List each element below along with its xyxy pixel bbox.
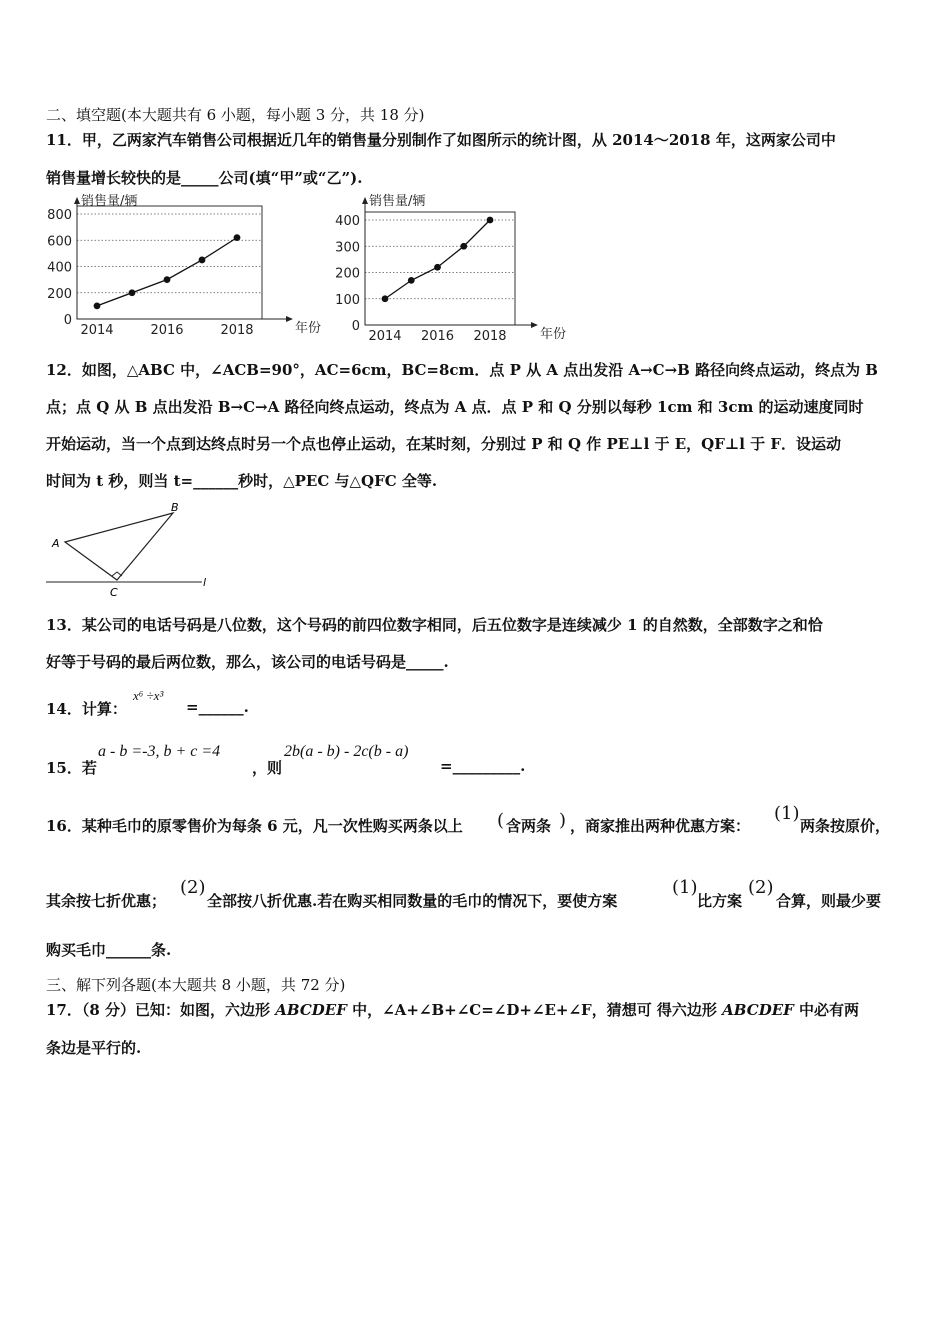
q13-line-1: 13．某公司的电话号码是八位数，这个号码的前四位数字相同，后五位数字是连续减少 1 的自然数，全部数字之和恰: [46, 616, 823, 634]
q16-paren-close: ): [559, 810, 567, 831]
y-axis-title: 销售量/辆: [81, 194, 138, 209]
label-a: A: [52, 537, 60, 550]
x-tick-label: 2016: [420, 329, 455, 344]
y-tick-label: 0: [351, 319, 360, 334]
y-tick-label: 400: [47, 260, 72, 276]
q12-line-3: 开始运动，当一个点到达终点时另一个点也停止运动，在某时刻，分别过 P 和 Q 作 PE⊥l 于 E，QF⊥l 于 F．设运动: [46, 435, 842, 453]
q17-text-a: 17．（8 分）已知：如图，六边形: [46, 1001, 276, 1019]
series-line: [385, 220, 490, 299]
data-point: [434, 264, 441, 271]
q16-line-1e: 两条按原价，: [800, 817, 891, 835]
q13-line-2: 好等于号码的最后两位数，那么，该公司的电话号码是_____.: [46, 653, 449, 671]
q17-text-e: 中必有两: [793, 1001, 860, 1019]
data-point: [460, 243, 467, 250]
y-axis-title: 销售量/辆: [369, 194, 426, 209]
q16-paren-open: (: [497, 810, 505, 831]
q15-condition: a - b =-3, b + c =4: [98, 743, 221, 760]
y-tick-label: 200: [47, 286, 72, 302]
q16-line-1a: 16．某种毛巾的原零售价为每条 6 元，凡一次性购买两条以上: [46, 817, 463, 835]
y-tick-label: 400: [335, 214, 360, 229]
y-tick-label: 600: [47, 234, 72, 250]
q16-scheme-2-ref: (2): [748, 877, 774, 898]
q15-expression: 2b(a - b) - 2c(b - a): [284, 743, 409, 760]
chart-company-jia: [40, 192, 322, 342]
right-angle-mark: [112, 572, 122, 576]
q17-line-1: [46, 999, 859, 1020]
data-point: [199, 257, 206, 264]
q14-prefix: 14．计算：: [46, 700, 127, 718]
x-tick-label: 2014: [368, 329, 402, 344]
data-point: [487, 217, 494, 224]
q16-line-1c: ，商家推出两种优惠方案：: [570, 817, 751, 835]
data-point: [129, 289, 136, 296]
y-tick-label: 200: [335, 266, 360, 282]
q11-line-2: 销售量增长较快的是_____公司(填“甲”或“乙”).: [46, 169, 363, 187]
y-tick-label: 100: [335, 292, 360, 308]
q17-hexagon-name-1: ABCDEF: [275, 1001, 347, 1019]
x-tick-label: 2016: [150, 323, 184, 338]
label-l: l: [203, 576, 207, 589]
y-axis-arrow: [74, 197, 80, 204]
data-point: [234, 234, 241, 241]
x-axis-arrow: [286, 316, 293, 322]
q14-expression: x⁶ ÷x³: [133, 688, 164, 703]
q16-line-2a: 其余按七折优惠；: [46, 892, 167, 910]
q16-scheme-2-label: (2): [180, 877, 206, 898]
data-point: [94, 302, 101, 309]
q16-scheme-1-ref: (1): [672, 877, 698, 898]
q17-line-2: 条边是平行的.: [46, 1039, 142, 1057]
q12-line-4: 时间为 t 秒，则当 t=______秒时，△PEC 与△QFC 全等.: [46, 472, 438, 490]
x-tick-label: 2018: [220, 323, 254, 338]
x-axis-title: 年份: [540, 327, 567, 342]
q16-line-2g: 合算，则最少要: [776, 892, 882, 910]
q15-then: ，则: [252, 759, 283, 777]
data-point: [382, 295, 389, 302]
q12-line-1: 12．如图，△ABC 中，∠ACB=90°，AC=6cm，BC=8cm．点 P 从 A 点出发沿 A→C→B 路径向终点运动，终点为 B: [46, 361, 878, 379]
section-2-header: 二、填空题(本大题共有 6 小题，每小题 3 分，共 18 分): [46, 106, 425, 124]
triangle-abc: [65, 513, 173, 580]
chart-company-yi: [330, 192, 567, 344]
q16-scheme-1-label: (1): [774, 803, 800, 824]
y-tick-label: 800: [47, 208, 72, 223]
q15-suffix: =_________.: [440, 757, 526, 775]
label-c: C: [110, 586, 118, 599]
q16-line-2e: 比方案: [697, 892, 743, 910]
plot-frame: [77, 206, 262, 319]
q14-suffix: =______.: [186, 698, 249, 716]
label-b: B: [171, 501, 179, 514]
x-tick-label: 2014: [80, 323, 114, 338]
q11-line-1: 11．甲，乙两家汽车销售公司根据近几年的销售量分别制作了如图所示的统计图，从 2014～2018 年，这两家公司中: [46, 131, 836, 149]
q17-text-c: 中，∠A+∠B+∠C=∠D+∠E+∠F，猜想可 得六边形: [346, 1001, 723, 1019]
q12-line-2: 点；点 Q 从 B 点出发沿 B→C→A 路径向终点运动，终点为 A 点．点 P 和 Q 分别以每秒 1cm 和 3cm 的运动速度同时: [46, 398, 864, 416]
q16-line-2c: 全部按八折优惠.若在购买相同数量的毛巾的情况下，要使方案: [207, 892, 618, 910]
q15-prefix: 15．若: [46, 759, 97, 777]
x-axis-arrow: [531, 322, 538, 328]
q16-line-3: 购买毛巾______条.: [46, 941, 172, 959]
x-tick-label: 2018: [473, 329, 507, 344]
q17-hexagon-name-2: ABCDEF: [722, 1001, 794, 1019]
section-3-header: 三、解下列各题(本大题共 8 小题，共 72 分): [46, 976, 346, 994]
series-line: [97, 238, 237, 306]
y-axis-arrow: [362, 197, 368, 204]
data-point: [164, 276, 171, 283]
q12-triangle-figure: [40, 500, 220, 600]
data-point: [408, 277, 415, 284]
x-axis-title: 年份: [295, 321, 322, 336]
y-tick-label: 300: [335, 240, 360, 256]
q16-line-1b: 含两条: [506, 817, 552, 835]
y-tick-label: 0: [63, 313, 72, 328]
